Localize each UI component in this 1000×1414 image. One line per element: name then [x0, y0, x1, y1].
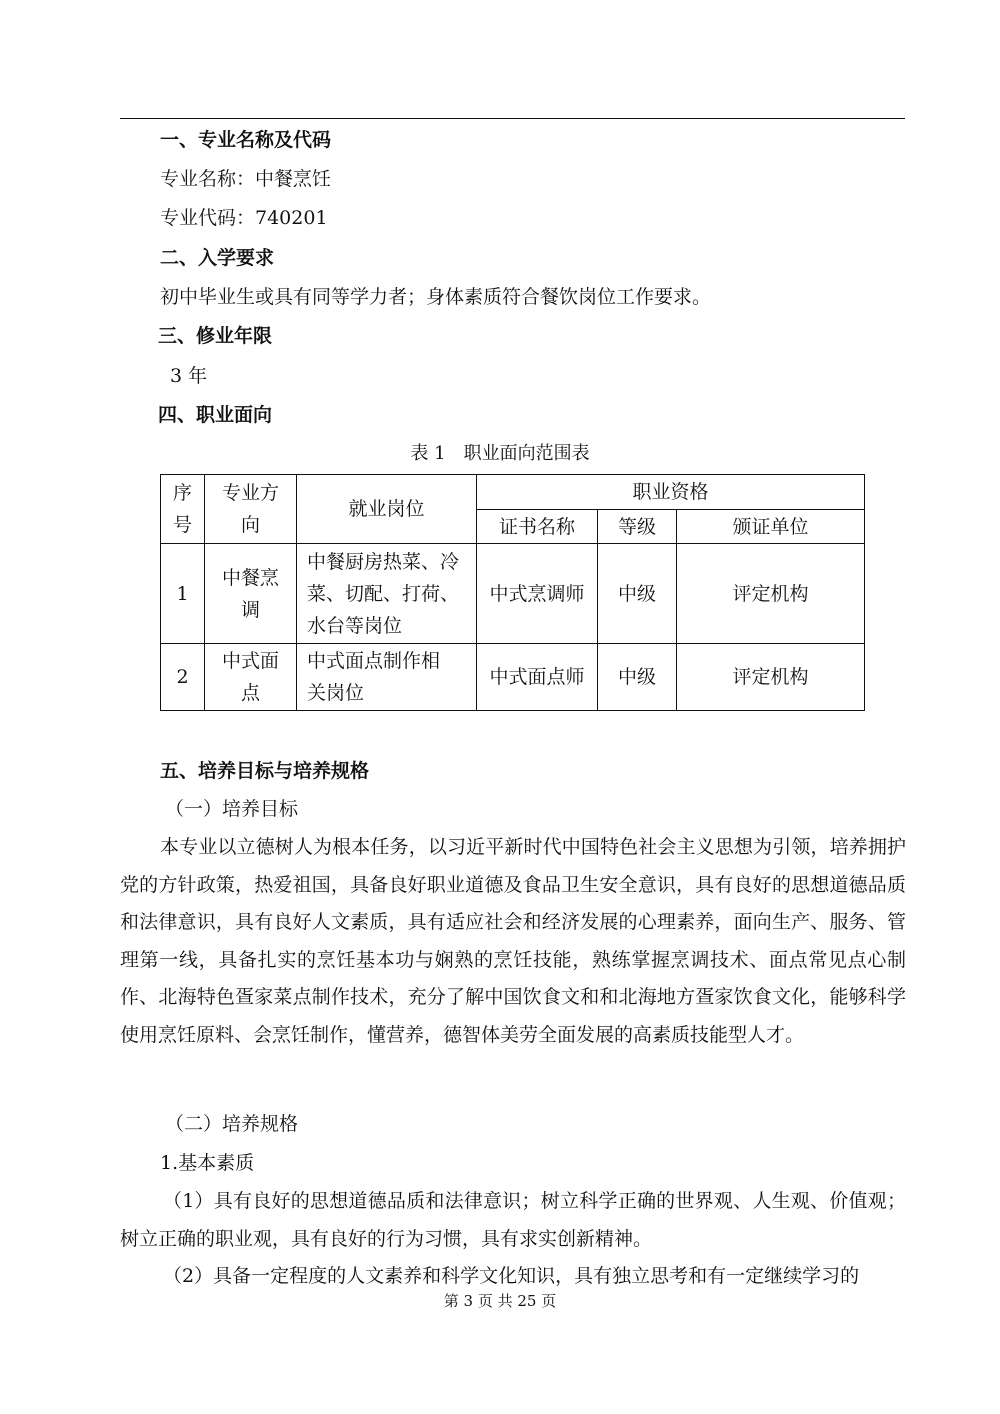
header-post: 就业岗位 — [297, 475, 477, 544]
table-row — [161, 544, 865, 644]
header-direction: 专业方 向 — [205, 475, 297, 544]
career-table — [160, 474, 865, 711]
cell-level: 中级 — [598, 544, 677, 644]
section-2-heading: 二、入学要求 — [160, 247, 275, 269]
header-issuer: 颁证单位 — [677, 510, 865, 544]
page-footer: 第 3 页 共 25 页 — [443, 1292, 557, 1310]
cell-level: 中级 — [598, 644, 677, 711]
basic-quality-heading: 1.基本素质 — [160, 1152, 255, 1174]
section-3-heading: 三、修业年限 — [158, 325, 273, 347]
cell-post: 中式面点制作相 关岗位 — [297, 644, 477, 711]
cell-seq: 1 — [161, 544, 205, 644]
table-row — [161, 644, 865, 711]
training-goal-text: 本专业以立德树人为根本任务，以习近平新时代中国特色社会主义思想为引领，培养拥护党的方针政策，热爱祖国，具备良好职业道德及食品卫生安全意识，具有良好的思想道德品质和法律意识，具有良好人文素质，具有适应社会和经济发展的心理素养，面向生产、服务、管理第一线，具备扎实的烹饪基本功与娴熟的烹饪技能，熟练掌握烹调技术、面点常见点心制作、北海特色疍家菜点制作技术，充分了解中国饮食文和和北海地方疍家饮食文化，能够科学使用烹饪原料、会烹饪制作，懂营养，德智体美劳全面发展的高素质技能型人才。 — [120, 836, 906, 1046]
cell-cert: 中式面点师 — [477, 644, 598, 711]
table-header-row — [161, 475, 865, 510]
admission-text: 初中毕业生或具有同等学力者；身体素质符合餐饮岗位工作要求。 — [160, 286, 712, 308]
duration-text: 3 年 — [170, 365, 208, 387]
major-code: 专业代码：740201 — [160, 207, 328, 229]
section-5-heading: 五、培养目标与培养规格 — [160, 760, 370, 782]
cell-direction: 中餐烹 调 — [205, 544, 297, 644]
header-qualification: 职业资格 — [477, 475, 865, 510]
header-level: 等级 — [598, 510, 677, 544]
major-name: 专业名称：中餐烹饪 — [160, 168, 332, 190]
table-caption: 表 1 职业面向范围表 — [410, 443, 590, 464]
cell-post: 中餐厨房热菜、冷 菜、切配、打荷、 水台等岗位 — [297, 544, 477, 644]
training-spec-heading: （二）培养规格 — [165, 1113, 299, 1135]
cell-issuer: 评定机构 — [677, 644, 865, 711]
header-seq: 序 号 — [161, 475, 205, 544]
cell-cert: 中式烹调师 — [477, 544, 598, 644]
spec-item-1: （1）具有良好的思想道德品质和法律意识；树立科学正确的世界观、人生观、价值观；树立正确的职业观，具有良好的行为习惯，具有求实创新精神。 — [120, 1190, 906, 1250]
section-1-heading: 一、专业名称及代码 — [160, 129, 332, 151]
section-4-heading: 四、职业面向 — [158, 404, 273, 426]
cell-issuer: 评定机构 — [677, 544, 865, 644]
header-cert: 证书名称 — [477, 510, 598, 544]
header-rule — [120, 118, 905, 119]
training-goal-heading: （一）培养目标 — [165, 798, 299, 820]
cell-direction: 中式面 点 — [205, 644, 297, 711]
spec-item-2: （2）具备一定程度的人文素养和科学文化知识，具有独立思考和有一定继续学习的 — [163, 1265, 860, 1287]
cell-seq: 2 — [161, 644, 205, 711]
